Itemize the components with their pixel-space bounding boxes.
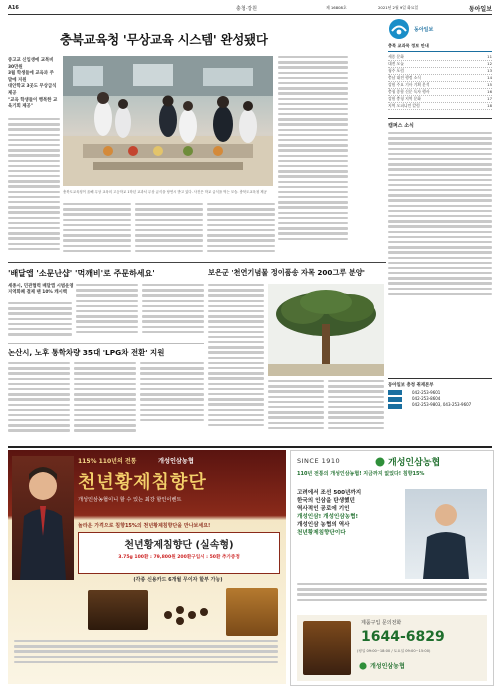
fax-icon [388,397,402,402]
ad-right-bullet: 개성인삼 농협의 역사 [297,522,350,528]
main-body-col3 [135,203,203,258]
brand-footer-icon [359,662,367,670]
ad-right-hours: (평일 09:00~18:00 / 토요일 09:00~15:00) [357,649,431,653]
contact-phone: 042-253-9803, 043-253-9607 [412,402,472,407]
ad-right-bullet: 한국의 인삼을 탄생했던 [297,498,355,504]
ad-right-since: SINCE 1910 [297,457,341,465]
contact-box [388,378,492,439]
product-pills-image [158,600,218,630]
article4-headline: 논산시, 노후 통학차량 35대 'LPG차 전환' 지원 [8,348,165,357]
pine-tree-image [268,284,384,376]
brand-logo-icon [375,457,385,467]
article2-body-col2 [76,284,138,340]
subhead-3: 대안학교 3곳도 무상급식 제공 [8,84,57,96]
main-headline: 충북교육청 '무상교육 시스템' 완성됐다 [60,32,268,47]
side-subtitle: 충북 교과목 정보 안내 [388,43,492,52]
side-panel [388,18,492,378]
article3-body-col2 [268,380,324,440]
mail-icon [388,404,402,409]
ad-right-headline: 110년 전통의 개성인삼농협! 지금까지 없었다! 침향15% [297,471,425,477]
main-body-col4 [207,203,275,258]
divider [8,262,386,263]
index-item[interactable]: 세종 문화 11 [388,54,492,59]
side-logo [388,18,492,40]
index-item[interactable]: 충남 대전 행정 소식 14 [388,75,492,80]
article3-body-col1 [208,284,264,440]
ad-left[interactable] [8,450,286,684]
subhead-4: "교육 학생들이 행복한 교육기회 제공" [8,97,58,110]
product-gift-image [226,588,278,636]
main-subheads [8,58,58,111]
article4-body-col3 [140,362,204,440]
index-item[interactable]: 대전 오늘 12 [388,61,492,66]
article4-body-col1 [8,362,70,440]
ad-right-bullets [297,489,401,537]
page-number: A16 [8,5,19,11]
ad-left-subtitle: 개성인삼농협이니 할 수 있는 최강 할인이벤트 [78,497,182,503]
index-item[interactable]: 충청 종합 신문 독자 행사 16 [388,89,492,94]
index-item[interactable]: 강원 주요 기사 기획 분석 15 [388,82,492,87]
ad-right-person [405,489,487,579]
article3-headline: 보은군 '천연기념물 정이품송 자목 200그루 분양' [208,268,365,277]
ad-right[interactable] [290,450,494,686]
ad-divider [8,446,492,448]
main-photo [63,56,273,186]
ad-right-footer-brand: 개성인삼농협 [370,663,405,670]
cafeteria-scene [63,56,273,186]
subhead-1: 중고교 신입생에 교복비 30만원 [8,58,54,70]
ad-left-brand: 개성인삼농협 [158,458,194,465]
ad-right-bullet: 천년황제침향단이다 [297,530,346,536]
contact-icons [388,390,408,409]
index-item[interactable]: 지역 오피니언 칼럼 18 [388,103,492,108]
pine-tree-photo [268,284,384,376]
index-item[interactable]: 강원 충청 지역 문화 17 [388,96,492,101]
paper-logo-icon [388,18,410,40]
product-box-image [88,590,148,630]
ad-left-promo: 놀라운 가격으로 침향15%의 천년황제침향단을 만나보세요! [78,523,211,529]
photo-caption: 충북도교육청이 올해 무상 교육의 고등학교 1학년 교과서 무상 급식을 당연시 받고 있다. 사진은 학교 급식을 먹는 모습. 충북도교육청 제공 [63,190,267,194]
ad-right-body [297,583,487,609]
page-header [8,4,492,15]
ad-left-badge: 115% 110년의 전통 [78,458,137,465]
subhead-2: 3월 학생들에 교육과 주말에 지원 [8,71,54,83]
ad-right-brand: 개성인삼농협 [388,458,441,468]
issue-info: 제 16808호 [326,5,347,10]
ad-right-product-image [303,621,351,675]
side-logo-text: 동아일보 [414,26,434,33]
ad-left-fineprint [14,640,278,680]
divider [8,343,204,344]
side-index-list [388,54,492,110]
contact-title: 동아일보 충청 취재본부 [388,383,434,388]
column-body [388,132,492,295]
main-body-col1 [8,118,60,258]
contact-phone: 042-253-9601 [412,390,441,395]
ad-left-note: (각종 신용카드 6개월 무이자 할부 가능) [133,577,223,583]
article3-body-col3 [328,380,384,440]
index-item[interactable]: 청주 포럼 13 [388,68,492,73]
ad-right-bullet: 역사적인 공로에 기인 [297,506,350,512]
paper-name: 동아일보 [468,6,492,13]
ad-left-product-box [78,532,280,574]
article2-subhead: 세종시, 민관협력 배달앱 시범운영 지역화폐 결제 땐 10% 캐시백 [8,284,74,295]
main-body-col5 [278,56,348,258]
ad-right-phone-box[interactable] [297,615,487,681]
ad-right-phone: 1644-6829 [361,629,445,645]
column-title: 캠퍼스 소식 [388,118,492,129]
article2-body-col3 [142,284,204,340]
ad-left-title: 천년황제침향단 [78,472,207,493]
ad-right-bullet: 개성인삼! 개성인삼농협! [297,514,359,520]
ad-right-bullet: 고려에서 조선 500년까지 [297,490,362,496]
article2-headline: '배달앱 '소문난샵' '먹깨비'로 주문하세요' [8,269,155,278]
article4-body-col2 [74,362,136,440]
ad-left-price: 3.75g 100환 : 79,800원 200환구입시 : 50환 추가증정 [118,555,240,560]
ad-left-product: 천년황제침향단 (실속형) [124,540,234,551]
spokesperson-photo [12,456,74,580]
article2-body-col1 [8,302,72,340]
ad-right-phone-label: 제품구입 문의전화 [361,620,402,626]
section-title: 충청·강원 [236,6,257,12]
phone-icon [388,390,402,395]
main-body-col2 [63,203,131,258]
issue-date: 2021년 2월 9일 화요일 [378,5,419,10]
contact-phone: 042-253-8604 [412,396,441,401]
